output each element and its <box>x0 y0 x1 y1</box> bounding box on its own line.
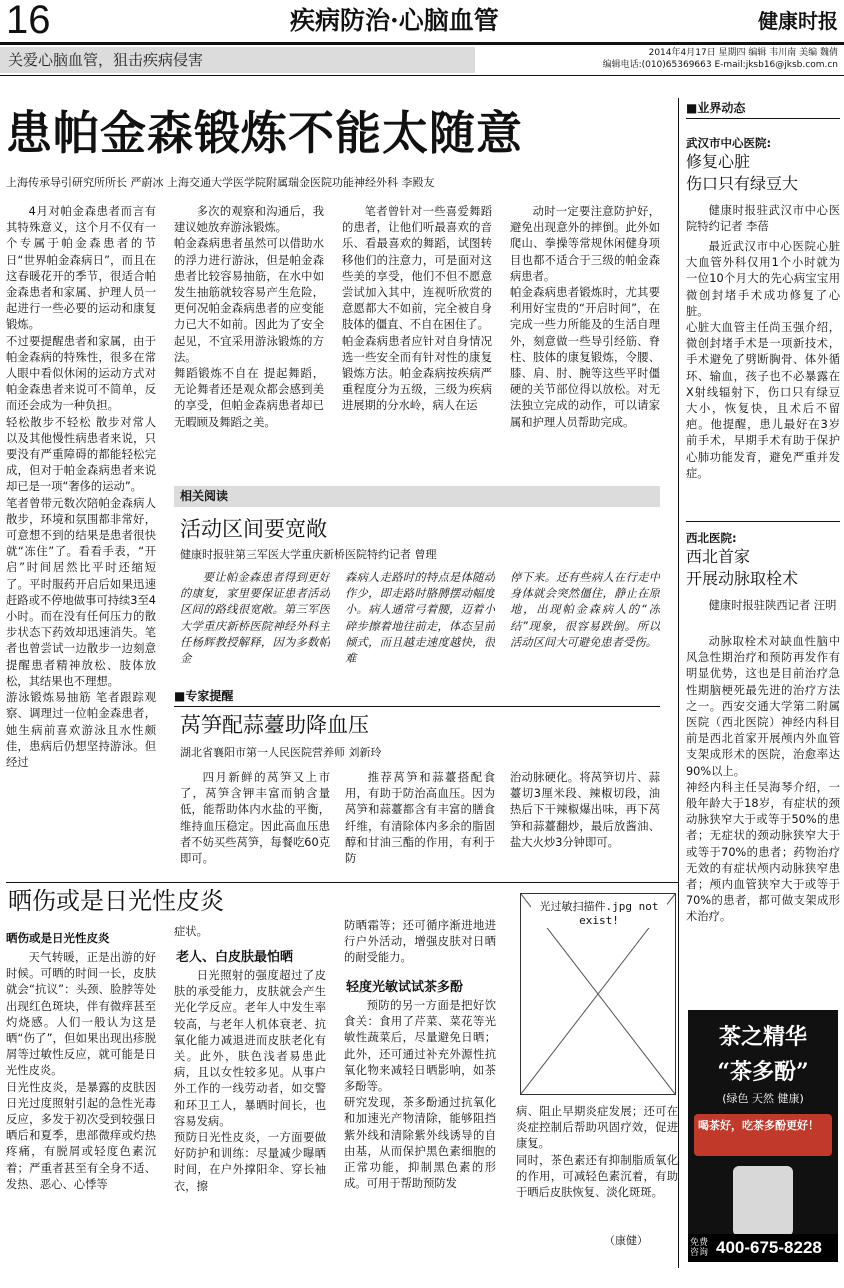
sidebar-s2-title-b: 开展动脉取栓术 <box>686 569 799 588</box>
masthead-rule-bottom <box>0 75 844 76</box>
sidebar-divider <box>678 98 679 1268</box>
main-col-3: 笔者曾针对一些喜爱舞蹈的患者，让他们听最喜欢的音乐、看最喜欢的舞蹈，试图转移他们的注意力，可是面对这些美的享受，他们不但不愿意尝试加入其中，连视听欣赏的意愿都大不如前，完全被自身肢体的僵直、不自在困住了。 帕金森病患者应针对自身情况选一些安全而有针对性的康复锻炼方法。帕金森病按疾病严重程度分为五级，三级为疾病进展期的分水岭，病人在运 <box>342 205 492 413</box>
related-col-2: 森病人走路时的特点是体随动作少，即走路时胳膊摆动幅度小。病人通常弓着腰，迈着小碎步擦着地往前走，体态呈前倾式，而且越走速度越快，很难 <box>345 571 495 666</box>
related-byline: 健康时报驻第三军医大学重庆新桥医院特约记者 曾理 <box>180 548 437 561</box>
related-col-3: 停下来。还有些病人在行走中身体就会突然僵住，静止在原地，出现帕金森病人的“冻结”现象，很容易跌倒。所以活动区间大可避免患者受伤。 <box>510 571 660 649</box>
ad-product-bottle <box>733 1166 793 1236</box>
masthead-rule <box>0 42 844 45</box>
sidebar-separator <box>686 521 840 522</box>
ad-product: “茶多酚” <box>717 1059 809 1085</box>
expert-bar: ■专家提醒 <box>174 686 660 707</box>
related-bar: 相关阅读 <box>174 486 660 507</box>
sidebar-s1-byline: 健康时报驻武汉市中心医院特约记者 李蓓 <box>686 204 840 234</box>
newspaper-logo: 健康时报 <box>758 9 838 33</box>
sidebar-s2-title-a: 西北首家 <box>686 547 751 566</box>
expert-col-2: 推荐莴笋和蒜薹搭配食用，有助于防治高血压。因为莴笋和蒜薹都含有丰富的膳食纤维，有清除体内多余的脂固醇和甘油三酯的作用，有利于防 <box>345 771 495 866</box>
sun-signoff: （康健） <box>604 1234 648 1247</box>
main-byline: 上海传承导引研究所所长 严蔚冰 上海交通大学医学院附属瑞金医院功能神经外科 李殿友 <box>6 176 435 189</box>
missing-photo-text: 光过敏扫描件.jpg not exist! <box>531 900 667 928</box>
expert-title: 莴笋配蒜薹助降血压 <box>180 713 369 737</box>
missing-photo-placeholder <box>520 893 676 1095</box>
sidebar-s1-body: 最近武汉市中心医院心脏大血管外科仅用1个小时就为一位10个月大的先心病宝宝用微创封堵手术成功修复了心脏。 心脏大血管主任尚玉强介绍，微创封堵手术是一项新技术，手术避免了劈断胸骨、体外循环、输血，孩子也不必暴露在X射线辐射下，伤口只有绿豆大小，恢复快，且术后不留疤。他提醒，患儿最好在3岁前手术，早期手术有助于保护心肺功能发育，避免严重并发症。 <box>686 240 840 480</box>
page-number: 16 <box>6 0 51 42</box>
sun-sub-2: 老人、白皮肤最怕晒 <box>176 950 294 965</box>
ad-title: 茶之精华 <box>718 1024 807 1050</box>
ad-tagline: (绿色 天然 健康) <box>722 1092 804 1105</box>
ad-hotline-number[interactable]: 400-675-8228 <box>716 1238 822 1257</box>
sidebar-s1-hospital: 武汉市中心医院: <box>686 136 772 150</box>
sidebar-s1-title-a: 修复心脏 <box>686 152 751 171</box>
sidebar-s1-title-b: 伤口只有绿豆大 <box>686 174 799 193</box>
sidebar-s2-byline: 健康时报驻陕西记者 汪明 <box>708 599 837 612</box>
expert-col-3: 治动脉硬化。将莴笋切片、蒜薹切3厘米段、辣椒切段，油热后下干辣椒爆出味，再下莴笋和蒜薹翻炒，最后放酱油、盐大火炒3分钟即可。 <box>510 771 660 849</box>
related-title: 活动区间要宽敞 <box>180 517 327 541</box>
contact-line: 编辑电话:(010)65369663 E-mail:jksb16@jksb.com.cn <box>602 60 838 70</box>
main-col-1: 4月对帕金森患者而言有其特殊意义，这个月不仅有一个专属于帕金森患者的节日“世界帕金森病日”，而且在这春暖花开的季节，很适合帕金森患者和家属、护理人员一起进行一些必要的运动和康复锻炼。 不过要提醒患者和家属，由于帕金森病的特殊性，很多在常人眼中看似休闲的运动方式对帕金森患者来说可不简单，反而还会成为一种负担。 轻松散步不轻松 散步对常人以及其他慢性病患者来说，只要没有严重障碍的都能轻松完成，但对于帕金森病患者来说却已是一项“奢侈的运动”。 笔者曾带元数次陪帕金森病人散步，环境和氛围都非常好，可意想不到的结果是患者很快就“冻住”了。看看手表，“开启”时间居然比平时还缩短了。平时服药开启后如果迅速赶路或不停地做事可持续3至4小时。而在没有任何压力的散步状态下药效却迅速消失。笔者也曾尝试一边散步一边刻意提醒患者精神放松、肢体放松，其结果也不理想。 游泳锻炼易抽筋 笔者跟踪观察、调理过一位帕金森患者，她生病前喜欢游泳且水性颇佳，患病后仍想坚持游泳。但经过 <box>6 205 156 769</box>
expert-bar-label: 专家提醒 <box>185 689 234 703</box>
tea-polyphenol-ad[interactable] <box>688 1010 838 1262</box>
sidebar-bar: ■业界动态 <box>686 98 840 119</box>
sidebar-s2-body: 动脉取栓术对缺血性脑中风急性期治疗和预防再发作有明显优势，这也是目前治疗急性期脑梗死最先进的治疗方法之一。西安交通大学第二附属医院（西北医院）神经内科目前是西北首家开展颅内外血管支架成形术的医院，治愈率达90%以上。 神经内科主任吴海琴介绍，一般年龄大于18岁，有症状的颈动脉狭窄大于或等于50%的患者；无症状的颈动脉狭窄大于或等于70%的患者；药物治疗无效的有症状颅内动脉狭窄患者；颅内血管狭窄大于或等于70%的患者，都可做支架成形术治疗。 <box>686 635 840 924</box>
sidebar <box>686 98 840 926</box>
ad-hotline-row <box>688 1234 838 1262</box>
sun-sub-3: 轻度光敏试试茶多酚 <box>346 980 464 995</box>
sun-col-4: 病、阻止早期炎症发展；还可在炎症控制后帮助巩固疗效，促进康复。 同时，茶色素还有抑制脂质氧化的作用，可减轻色素沉着，有助于晒后皮肤恢复、淡化斑斑。 <box>516 1105 678 1200</box>
sun-sub-1: 晒伤或是日光性皮炎 <box>6 931 110 945</box>
sun-rule <box>6 882 678 883</box>
sidebar-s2-hospital: 西北医院: <box>686 531 737 545</box>
main-col-2: 多次的观察和沟通后，我建议她放弃游泳锻炼。 帕金森病患者虽然可以借助水的浮力进行游泳，但是帕金森患者比较容易抽筋，在水中如发生抽筋就较容易产生危险，更何况帕金森病患者的应变能力已大不如前。因此为了安全起见，不宜采用游泳锻炼的方法。 舞蹈锻炼不自在 提起舞蹈，无论舞者还是观众都会感到美的享受，但帕金森病患者却已无暇顾及舞蹈之美。 <box>174 205 324 429</box>
sun-col-2a: 症状。 <box>174 925 208 938</box>
date-line: 2014年4月17日 星期四 编辑 韦川南 美编 魏倩 <box>648 48 838 58</box>
sun-col-3a: 防晒霜等；还可循序渐进地进行户外活动，增强皮肤对日晒的耐受能力。 <box>344 919 496 965</box>
expert-col-1: 四月新鲜的莴笋又上市了，莴笋含钾丰富而钠含量低，能帮助体内水盐的平衡，维持血压稳定。因此高血压患者不妨买些莴笋，每餐吃60克即可。 <box>180 771 330 866</box>
sidebar-bar-label: 业界动态 <box>697 101 746 115</box>
expert-byline: 湖北省襄阳市第一人民医院营养师 刘新玲 <box>180 746 382 759</box>
section-title: 疾病防治·心脑血管 <box>290 6 499 35</box>
sun-col-3: 预防的另一方面是把好饮食关：食用了芹菜、菜花等光敏性蔬菜后，尽量避免日晒；此外，还可通过补充外源性抗氧化物来减轻日晒影响，如茶多酚等。 研究发现，茶多酚通过抗氧化和加速光产物清除，能够阻挡紫外线和清除紫外线诱导的自由基，从而保护黑色素细胞的正常功能，抑制黑色素的形成。可用于帮助预防发 <box>344 999 496 1191</box>
section-slogan: 关爱心脑血管，狙击疾病侵害 <box>0 47 475 73</box>
main-headline: 患帕金森锻炼不能太随意 <box>6 106 523 160</box>
related-col-1: 要让帕金森患者得到更好的康复，家里要保证患者活动区间的路线很宽敞。第三军医大学重庆新桥医院神经外科主任杨辉教授解释，因为多数帕金 <box>180 571 330 666</box>
sun-col-2: 日光照射的强度超过了皮肤的承受能力，皮肤就会产生光化学反应。老年人中发生率较高，与老年人机体衰老、抗氧化能力减退进而皮肤老化有关。此外，肤色浅者易患此病，且以女性较多见。从事户外工作的一线劳动者，如交警和环卫工人，暴晒时间长，也容易发病。 预防日光性皮炎，一方面要做好防护和训练：尽量减少曝晒时间，在户外撑阳伞、穿长袖衣，擦 <box>174 969 326 1193</box>
sun-title: 晒伤或是日光性皮炎 <box>8 887 224 915</box>
ad-call: 喝茶好，吃茶多酚更好！ <box>694 1114 832 1156</box>
sun-col-1: 天气转暖，正是出游的好时候。可晒的时间一长，皮肤就会“抗议”：头颈、脸脖等处出现红色斑块，伴有微痒甚至灼烧感。人们一般认为这是晒“伤了”，但如果出现出疹脱屑等过敏性反应，就可能是日光性皮炎。 日光性皮炎，是暴露的皮肤因日光过度照射引起的急性光毒反应，多发于初次受到较强日晒后和夏季，患部微痒或灼热疼痛，有脱屑或轻度色素沉着；严重者甚至有全身不适、发热、恶心、心悸等 <box>6 951 156 1191</box>
masthead-meta <box>486 47 838 71</box>
main-col-4: 动时一定要注意防护好，避免出现意外的摔倒。此外如爬山、拳操等常规休闲健身项目也都不适合于三级的帕金森病患者。 帕金森病患者锻炼时，尤其要利用好宝贵的“开启时间”，在完成一些力所能及的生活自理外，刻意做一些导引经筋、脊柱、肢体的康复锻炼，令腰、膝、肩、肘、腕等这些平时僵硬的关节部位得以放松。对无法独立完成的动作，可以请家属和护理人员帮助完成。 <box>510 205 660 429</box>
ad-hotline-label: 免费 咨询 <box>690 1238 709 1258</box>
